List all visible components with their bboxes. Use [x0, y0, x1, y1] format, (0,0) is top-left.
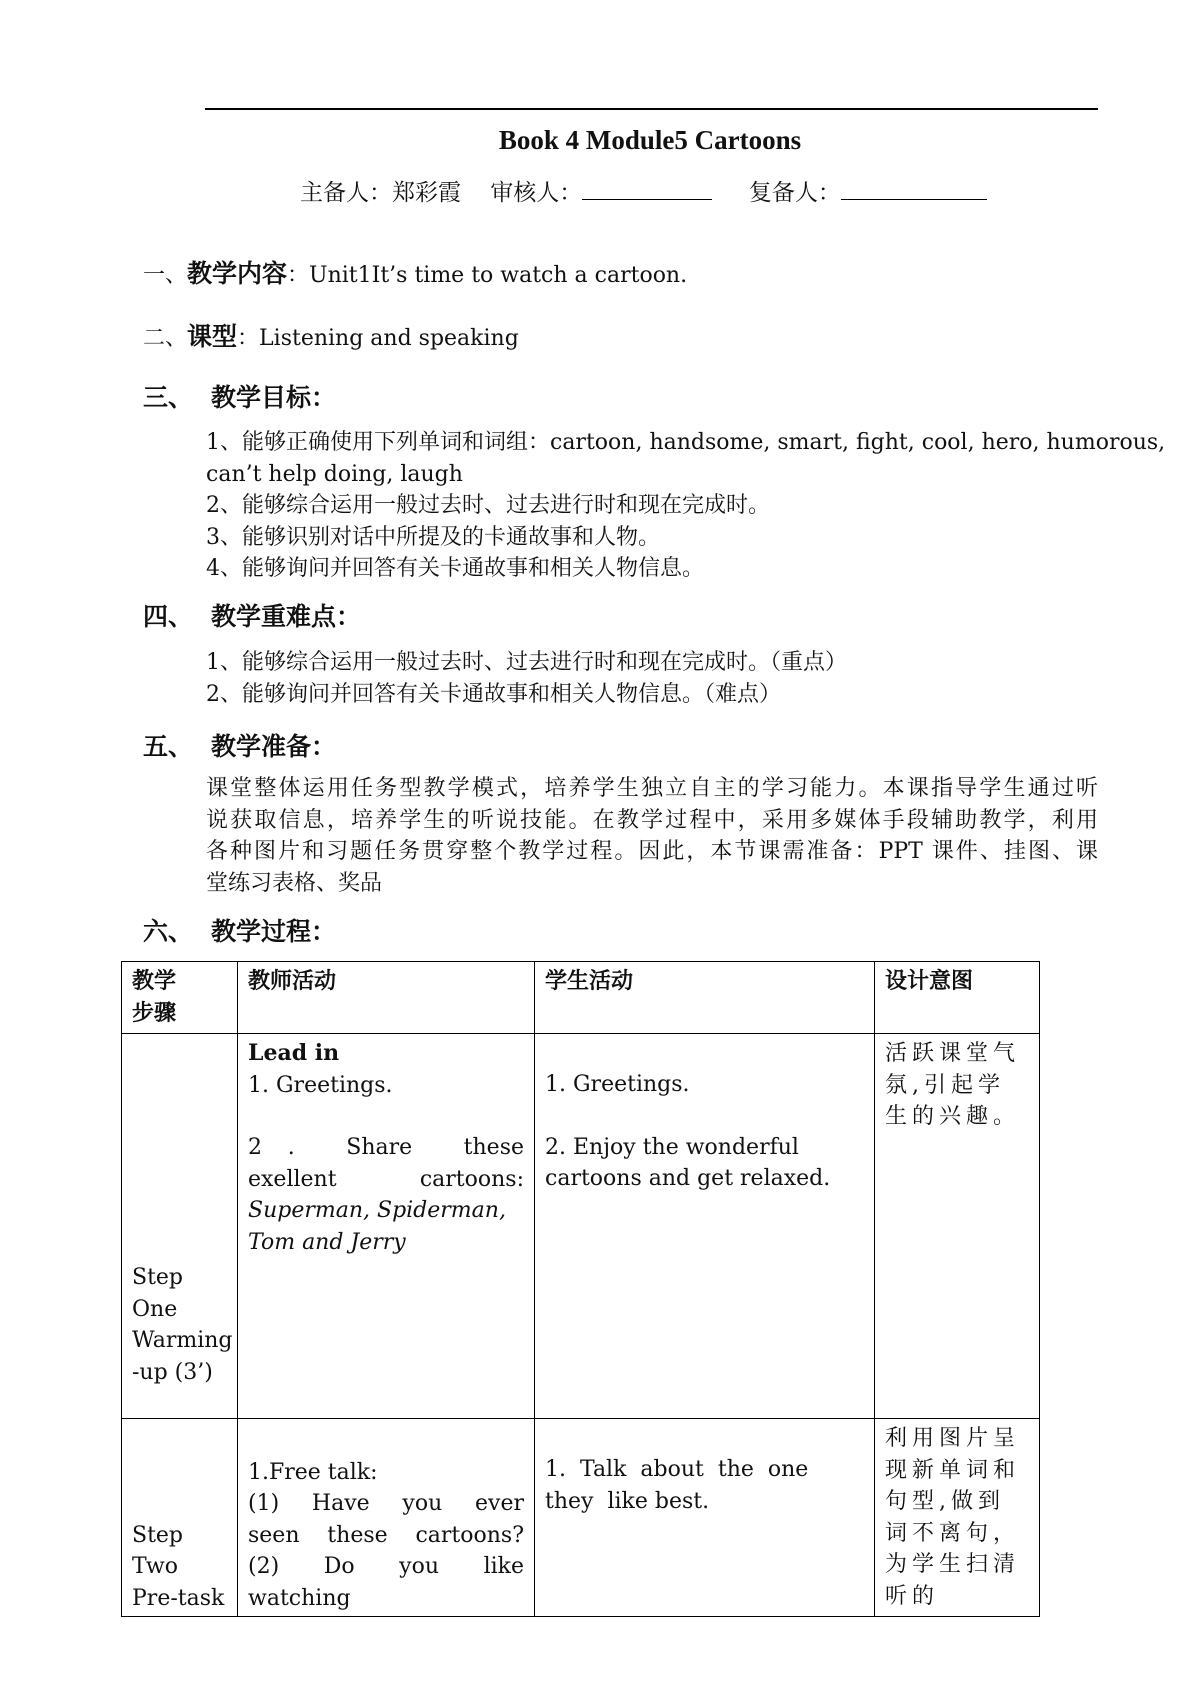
section-content [143, 254, 687, 290]
section-number: 一、 [143, 263, 188, 288]
objective-item: 3、能够识别对话中所提及的卡通故事和人物。 [206, 524, 660, 550]
design-intent-cell: 活跃课堂气氛,引起学生的兴趣。 [875, 1034, 1040, 1419]
section-heading: 教学过程： [211, 917, 337, 946]
objective-item: 4、能够询问并回答有关卡通故事和相关人物信息。 [206, 556, 704, 581]
co-preparer-blank [841, 177, 987, 200]
step-cell [122, 1419, 238, 1617]
section-text: Unit1It’s time to watch a cartoon. [309, 263, 688, 288]
header-step: 教学步骤 [122, 962, 238, 1034]
objective-item: 1、能够正确使用下列单词和词组：cartoon, handsome, smart, fight, cool, hero, humorous, [206, 430, 1166, 455]
co-preparer-label: 复备人： [748, 180, 841, 206]
reviewer-blank [582, 177, 712, 200]
step-line: -up (3’) [132, 1359, 213, 1385]
preparation-paragraph [206, 773, 1098, 899]
teacher-activity-cell [238, 1419, 538, 1617]
section-heading: 教学准备： [211, 732, 337, 761]
process-table [121, 961, 1040, 1617]
step-line: Warming [132, 1328, 233, 1353]
activity-text: 1. Talk about the one they like best. [545, 1457, 823, 1514]
section-heading: 教学目标： [211, 383, 337, 412]
preparers-line [300, 174, 987, 207]
section-heading: 教学重难点： [211, 602, 362, 631]
activity-text: (1) Have you ever seen these cartoons? [248, 1491, 538, 1548]
section-lesson-type [143, 317, 519, 353]
section-key-points-heading [143, 597, 361, 633]
activity-text: (2) Do you like watching [248, 1554, 538, 1611]
preparation-line: 各种图片和习题任务贯穿整个教学过程。因此，本节课需准备：PPT 课件、挂图、课 [206, 839, 1098, 864]
step-line: Step One [132, 1265, 184, 1322]
activity-text: 1. Greetings. [248, 1072, 393, 1098]
main-preparer-label: 主备人： [300, 180, 392, 206]
section-heading: 课型 [187, 322, 238, 351]
activity-text: 1.Free talk: [248, 1459, 378, 1485]
step-line: Step Two [132, 1522, 184, 1579]
design-intent-cell: 利用图片呈现新单词和句型,做到词不离句，为学生扫清听的 [875, 1419, 1040, 1617]
header-design: 设计意图 [875, 962, 1040, 1034]
activity-text: 2. Enjoy the wonderful cartoons and get relaxed. [545, 1134, 831, 1191]
activity-text: 2 . Share these exellent cartoons: [248, 1135, 538, 1192]
reviewer-label: 审核人： [490, 180, 583, 206]
table-row [122, 1034, 1040, 1419]
student-activity-cell [535, 1419, 875, 1617]
activity-text: 1. Greetings. [545, 1072, 690, 1097]
header-teacher: 教师活动 [238, 962, 535, 1034]
activity-heading: Lead in [248, 1040, 340, 1066]
section-heading: 教学内容 [187, 259, 288, 288]
key-point-item: 2、能够询问并回答有关卡通故事和相关人物信息。（难点） [206, 681, 781, 707]
objectives-list [206, 427, 1166, 585]
step-cell [122, 1034, 238, 1419]
header-rule [205, 108, 1098, 110]
section-preparation-heading [143, 727, 336, 763]
activity-text: Superman, Spiderman, Tom and Jerry [248, 1198, 506, 1255]
section-number: 三、 [143, 383, 194, 412]
main-preparer-name: 郑彩霞 [392, 180, 461, 206]
preparation-line: 课堂整体运用任务型教学模式，培养学生独立自主的学习能力。本课指导学生通过听 [206, 776, 1098, 801]
preparation-line: 说获取信息，培养学生的听说技能。在教学过程中，采用多媒体手段辅助教学，利用 [206, 807, 1098, 833]
table-header-row [122, 962, 1040, 1034]
section-objectives-heading [143, 378, 336, 414]
key-point-item: 1、能够综合运用一般过去时、过去进行时和现在完成时。（重点） [206, 650, 847, 675]
student-activity-cell [535, 1034, 875, 1419]
teacher-activity-cell [238, 1034, 538, 1419]
section-number: 五、 [143, 732, 194, 761]
table-row [122, 1419, 1040, 1617]
section-number: 二、 [143, 326, 188, 351]
section-text: Listening and speaking [259, 326, 519, 351]
section-separator: ： [237, 326, 260, 351]
objective-item: can’t help doing, laugh [206, 461, 463, 487]
section-number: 六、 [143, 917, 194, 946]
section-separator: ： [287, 263, 310, 288]
section-number: 四、 [143, 602, 194, 631]
key-points-list [206, 647, 1106, 710]
step-line: Pre-task [132, 1585, 225, 1611]
header-student: 学生活动 [535, 962, 875, 1034]
section-process-heading [143, 912, 336, 948]
preparation-line: 堂练习表格、奖品 [206, 870, 383, 896]
document-title: Book 4 Module5 Cartoons [498, 125, 802, 155]
objective-item: 2、能够综合运用一般过去时、过去进行时和现在完成时。 [206, 493, 770, 518]
